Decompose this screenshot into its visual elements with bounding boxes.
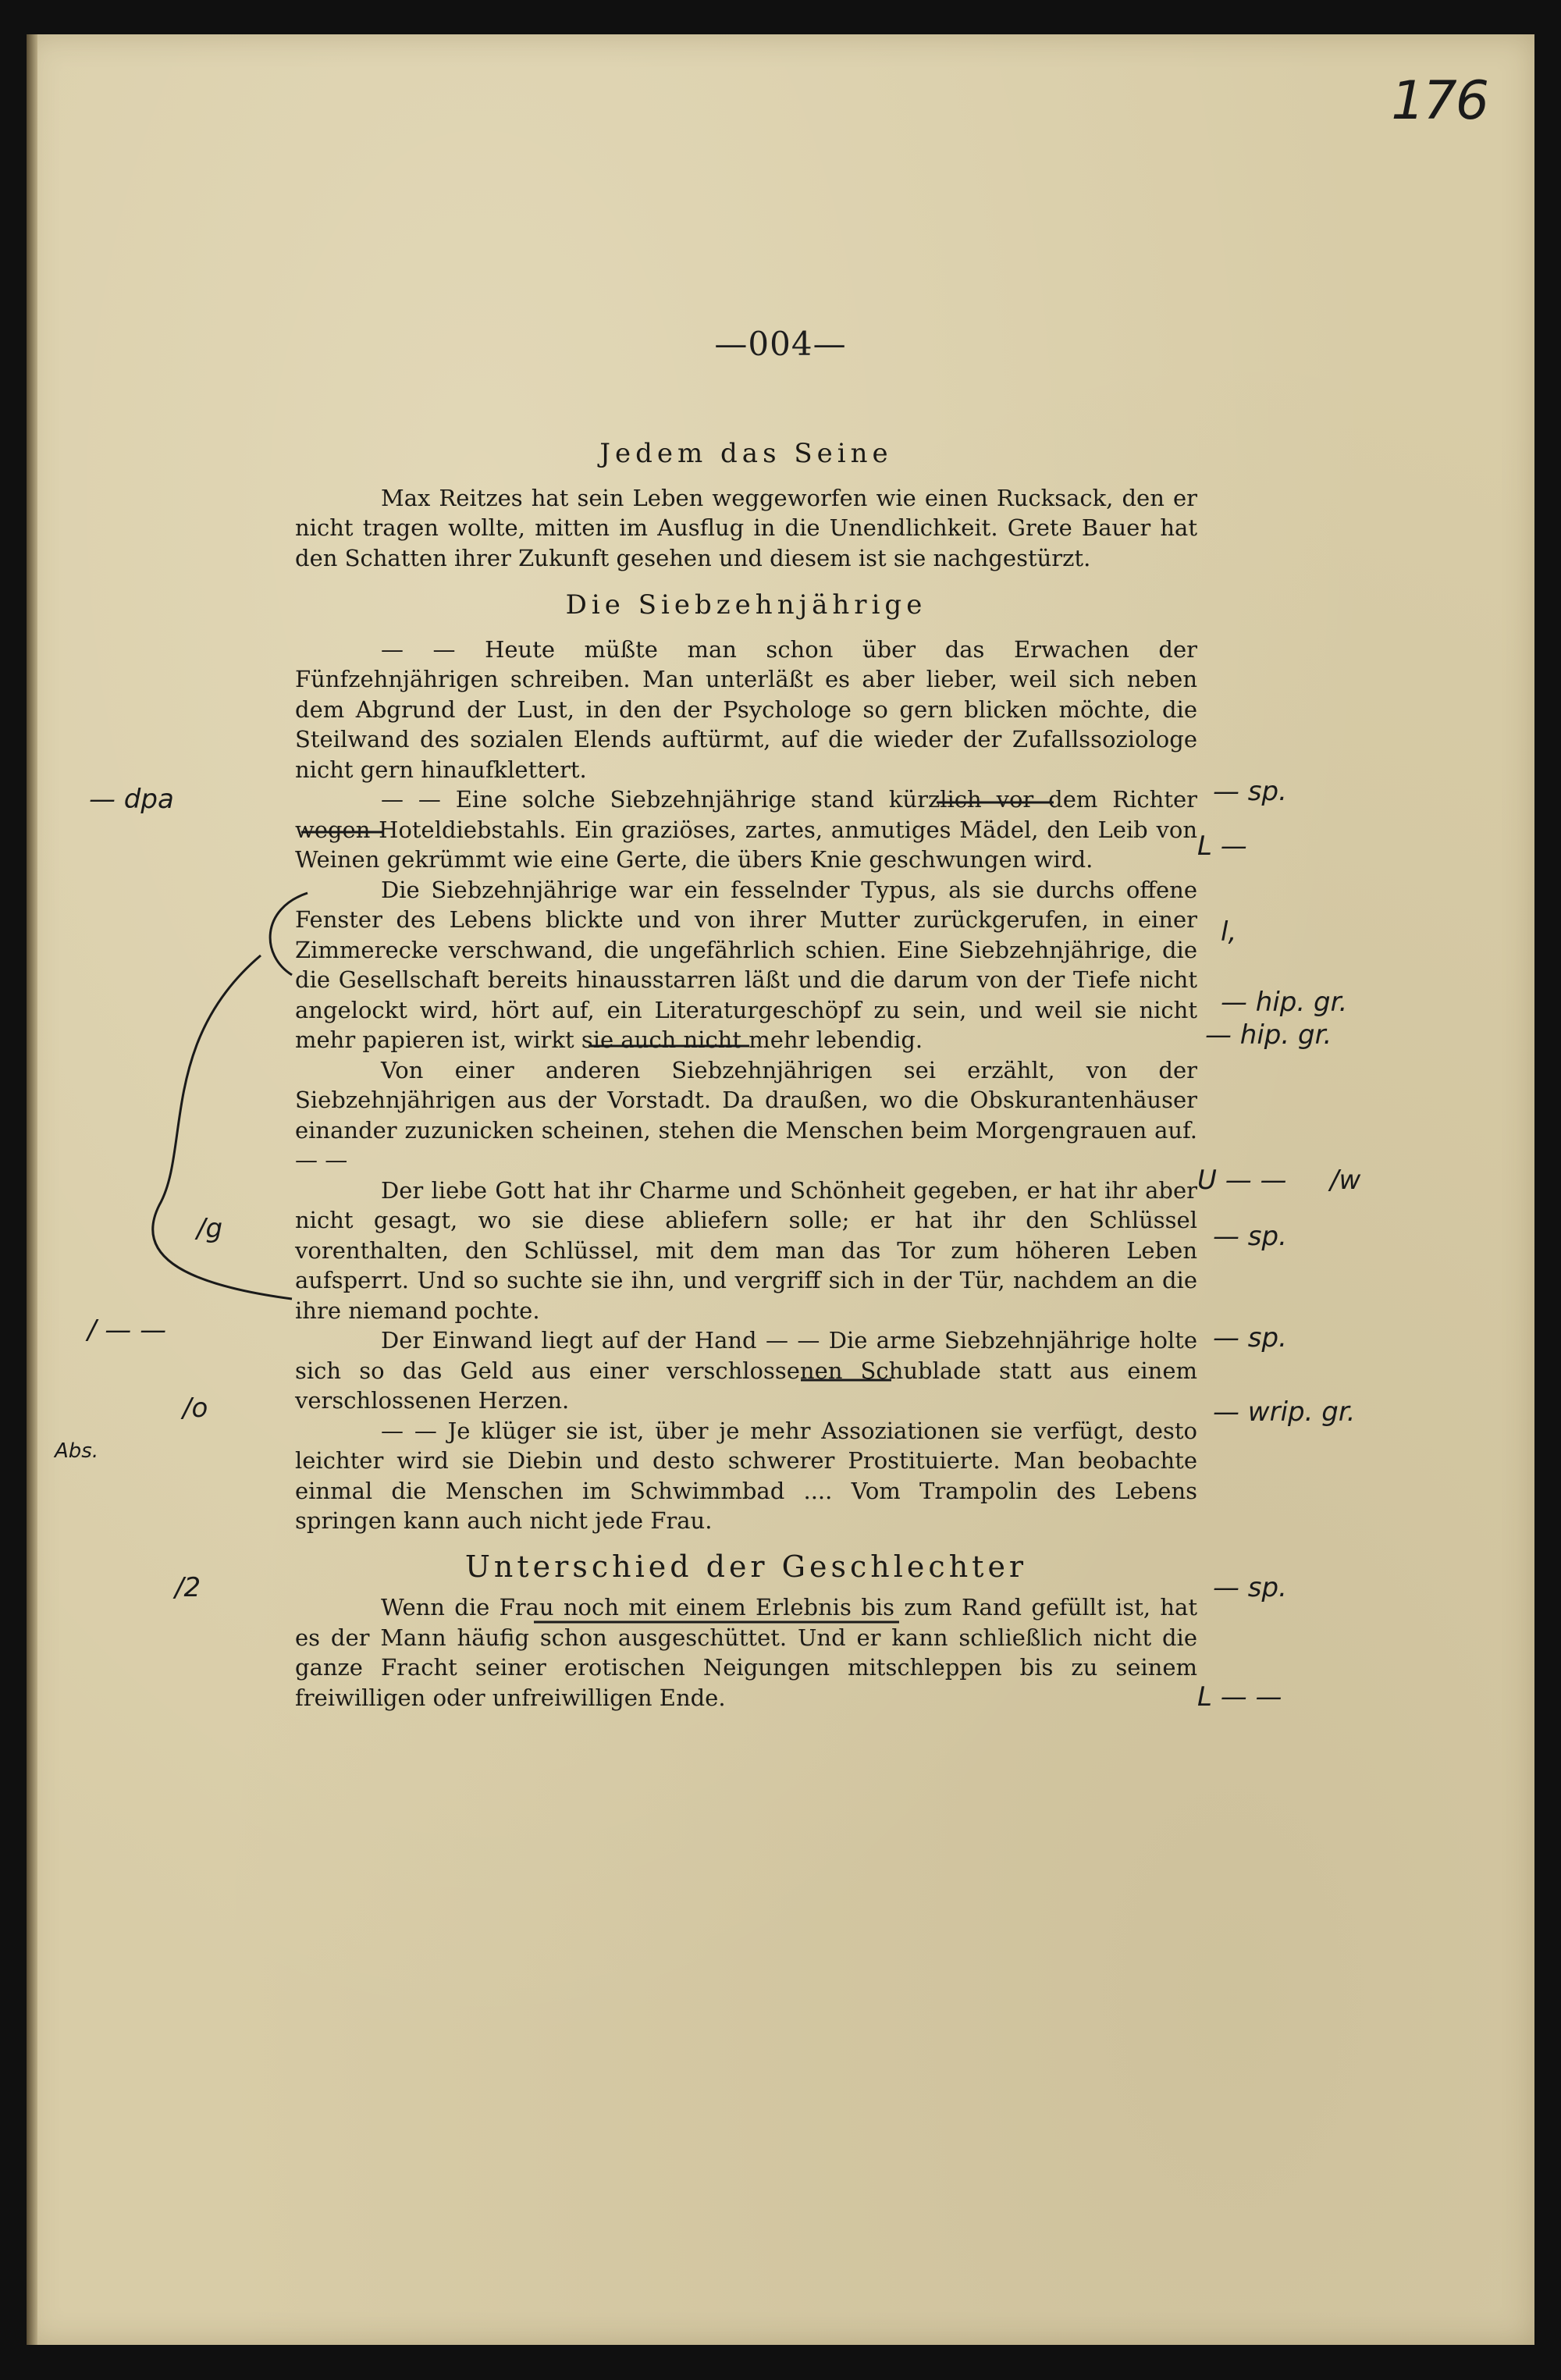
document-page xyxy=(27,34,1534,2345)
margin-note-right-9: — sp. xyxy=(1213,1322,1287,1354)
heading-unterschied: Unterschied der Geschlechter xyxy=(464,1549,1028,1584)
margin-note-left-1: — dpa xyxy=(89,784,174,815)
margin-note-left-2: /g xyxy=(197,1213,223,1244)
binding-edge xyxy=(27,34,37,2345)
bracket-stroke-left xyxy=(153,955,292,1299)
paragraph-6: Der liebe Gott hat ihr Charme und Schönheit gegeben, er hat ihr aber nicht gesagt, wo sie diese abliefern solle; er hat ihr den Schlüssel vorenthalten, den Schlüssel, mit dem man das Tor zum höheren Leben aufsperrt. Und so suchte sie ihn, und vergriff sich in der Tür, nachdem an die ihre niemand pochte. xyxy=(295,1176,1197,1324)
margin-note-right-3: l, xyxy=(1221,916,1237,948)
margin-note-right-1: — sp. xyxy=(1213,776,1287,807)
margin-note-right-5: — hip. gr. xyxy=(1205,1019,1332,1051)
heading-siebzehnjaehrige: Die Siebzehnjährige xyxy=(565,589,927,621)
paragraph-4: Die Siebzehnjährige war ein fesselnder Typus, als sie durchs offene Fenster des Lebens blickte und von ihrer Mutter zurückgerufen, in einer Zimmerecke verschwand, die ungefährlich schien. Eine Siebzehnjährige, die die Gesellschaft bereits hinausstarren läßt und die darum von der Tiefe nicht angelockt wird, hört auf, ein Literaturgeschöpf zu sein, und weil sie nicht mehr papieren ist, wirkt sie auch nicht mehr lebendig. xyxy=(295,876,1197,1053)
margin-note-right-4: — hip. gr. xyxy=(1221,987,1348,1018)
margin-note-left-3: / — — xyxy=(87,1315,167,1346)
paragraph-2: — — Heute müßte man schon über das Erwachen der Fünfzehnjährigen schreiben. Man unterläßt es aber lieber, weil sich neben dem Abgrund der Lust, in den der Psychologe so gern blicken möchte, die Steilwand des sozialen Elends auftürmt, auf die wieder der Zufallssoziologe nicht gern hinaufklettert. xyxy=(295,635,1197,783)
margin-note-right-2: L — xyxy=(1197,831,1247,862)
article-body xyxy=(295,439,1197,1713)
margin-note-left-6: /2 xyxy=(175,1572,201,1603)
paragraph-7: Der Einwand liegt auf der Hand — — Die arme Siebzehnjährige holte sich so das Geld aus einer verschlossenen Schublade statt aus einem verschlossenen Herzen. xyxy=(295,1327,1197,1414)
margin-note-right-7: /w xyxy=(1330,1165,1361,1196)
margin-note-right-6: U — — xyxy=(1197,1165,1287,1196)
margin-note-right-10: — wrip. gr. xyxy=(1213,1396,1356,1428)
margin-note-left-4: /o xyxy=(183,1393,208,1424)
margin-note-right-12: L — — xyxy=(1197,1681,1282,1713)
paragraph-1: Max Reitzes hat sein Leben weggeworfen wie einen Rucksack, den er nicht tragen wollte, mitten im Ausflug in die Unendlichkeit. Grete Bauer hat den Schatten ihrer Zukunft gesehen und diesem ist sie nachgestürzt. xyxy=(295,484,1197,571)
paragraph-5: Von einer anderen Siebzehnjährigen sei erzählt, von der Siebzehnjährigen aus der Vorstadt. Da draußen, wo die Obskurantenhäuser einander zuzunicken scheinen, stehen die Menschen beim Morgengrauen auf. — — xyxy=(295,1056,1197,1173)
margin-note-left-5: Abs. xyxy=(55,1439,99,1463)
paragraph-8: — — Je klüger sie ist, über je mehr Assoziationen sie verfügt, desto leichter wird sie Diebin und desto schwerer Prostituierte. Man beobachte einmal die Menschen im Schwimmbad .... Vom Trampolin des Lebens springen kann auch nicht jede Frau. xyxy=(295,1417,1197,1534)
sheet-marker: —004— xyxy=(714,325,847,363)
heading-jedem-das-seine: Jedem das Seine xyxy=(599,438,893,469)
paragraph-3: — — Eine solche Siebzehnjährige stand kürzlich vor dem Richter wegen Hoteldiebstahls. Ein graziöses, zartes, anmutiges Mädel, den Leib von Weinen gekrümmt wie eine Gerte, die übers Knie geschwungen wird. xyxy=(295,786,1197,873)
paragraph-9: Wenn die Frau noch mit einem Erlebnis bis zum Rand gefüllt ist, hat es der Mann häufig schon ausgeschüttet. Und er kann schließlich nicht die ganze Fracht seiner erotischen Neigungen mitschleppen bis zu seinem freiwilligen oder unfreiwilligen Ende. xyxy=(295,1594,1197,1711)
margin-note-right-8: — sp. xyxy=(1213,1221,1287,1252)
archive-page-number: 176 xyxy=(1391,70,1488,132)
margin-note-right-11: — sp. xyxy=(1213,1572,1287,1603)
